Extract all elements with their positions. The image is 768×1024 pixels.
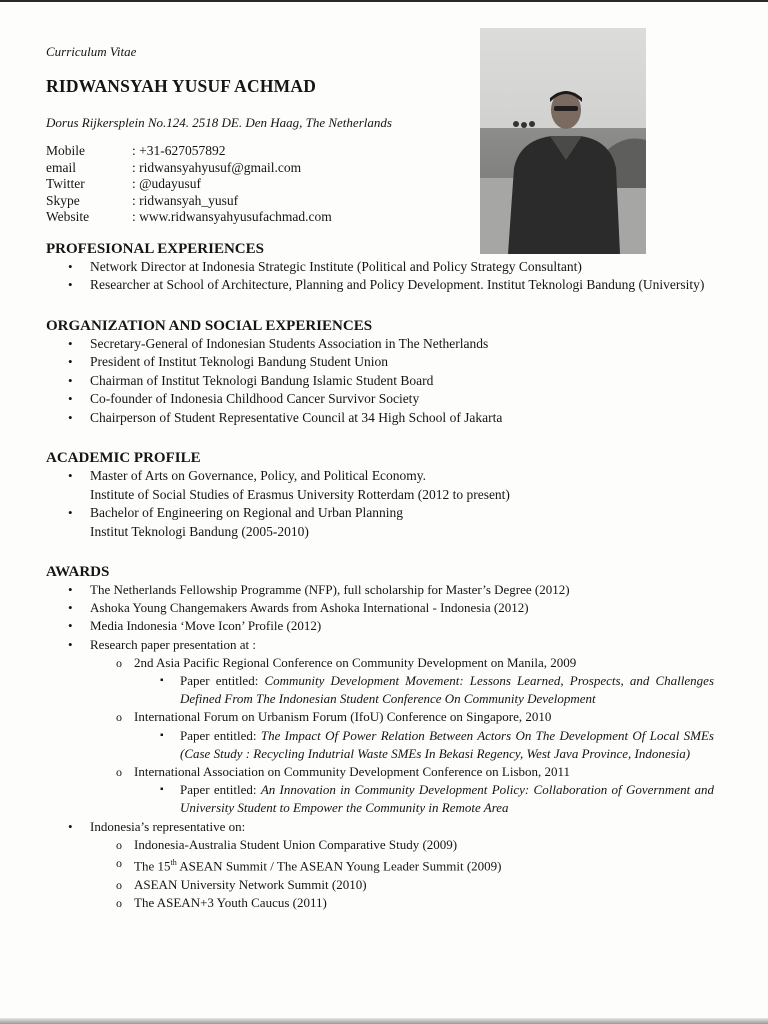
- degree-line: • Master of Arts on Governance, Policy, and Political Economy.: [90, 468, 427, 483]
- contact-value: : www.ridwansyahyusufachmad.com: [132, 209, 332, 224]
- conference-item: [90, 763, 714, 818]
- list-item: • Secretary-General of Indonesian Students Association in The Netherlands: [46, 335, 714, 354]
- list-item: • Co-founder of Indonesia Childhood Cancer Survivor Society: [46, 390, 714, 409]
- professional-list: [46, 258, 714, 295]
- contact-value: : @udayusuf: [132, 176, 202, 191]
- cv-label: Curriculum Vitae: [46, 44, 137, 59]
- cv-page: [46, 44, 714, 912]
- representative-list: [90, 836, 714, 912]
- paper-list: [134, 672, 714, 708]
- research-label: Research paper presentation at :: [90, 636, 257, 652]
- rep-text: Indonesia-Australia Student Union Comparative Study (2009): [134, 836, 458, 852]
- rep-text: The 15: [134, 858, 171, 874]
- conference-item: [90, 708, 714, 763]
- rep-text: The ASEAN+3 Youth Caucus (2011): [134, 894, 327, 910]
- representative-item: [90, 894, 714, 912]
- section-title-professional: PROFESIONAL EXPERIENCES: [46, 240, 264, 257]
- list-item: [46, 467, 714, 504]
- contact-label: Twitter: [46, 176, 85, 191]
- list-item: • Ashoka Young Changemakers Awards from Ashoka International - Indonesia (2012): [46, 599, 714, 617]
- person-name: RIDWANSYAH YUSUF ACHMAD: [46, 76, 317, 96]
- list-item: • Researcher at School of Architecture, Planning and Policy Development. Institut Teknologi Bandung (University): [46, 276, 714, 295]
- paper-item: [134, 672, 714, 708]
- section-title-awards: AWARDS: [46, 564, 110, 580]
- conference-name: International Forum on Urbanism Forum (IfoU) Conference on Singapore, 2010: [134, 709, 552, 725]
- rep-text-post: ASEAN Summit / The ASEAN Young Leader Summit (2009): [176, 858, 502, 874]
- rep-text: ASEAN University Network Summit (2010): [134, 876, 367, 892]
- conference-name: International Association on Community Development Conference on Lisbon, 2011: [134, 764, 571, 780]
- paper-title: An Innovation in Community Development Policy: Collaboration of Government and University Student to Empower the Community in Remote Area: [180, 782, 714, 816]
- contact-value: : ridwansyahyusuf@gmail.com: [132, 159, 302, 175]
- profile-photo: [480, 28, 646, 254]
- rep-sup: th: [170, 858, 177, 868]
- paper-item: [134, 781, 714, 817]
- paper-title: Community Development Movement: Lessons Learned, Prospects, and Challenges Defined From The Indonesian Student Conference On Community Development: [180, 673, 715, 707]
- paper-list: [134, 781, 714, 817]
- paper-list: [134, 727, 714, 763]
- conference-name: 2nd Asia Pacific Regional Conference on Community Development on Manila, 2009: [134, 654, 577, 670]
- paper-prefix: Paper entitled:: [180, 727, 261, 743]
- representative-item: [90, 876, 714, 894]
- paper-prefix: Paper entitled:: [180, 782, 261, 798]
- degree-line: • Bachelor of Engineering on Regional and Urban Planning: [90, 505, 404, 520]
- list-item: • Network Director at Indonesia Strategic Institute (Political and Policy Strategy Consultant): [46, 258, 714, 277]
- awards-list: [46, 581, 714, 912]
- page-top-edge: [0, 0, 768, 2]
- section-title-organization: ORGANIZATION AND SOCIAL EXPERIENCES: [46, 317, 373, 334]
- contact-value: : ridwansyah_yusuf: [132, 192, 239, 208]
- paper-title: The Impact Of Power Relation Between Actors On The Development Of Local SMEs (Case Study : Recycling Indutrial Waste SMEs In Bekasi Regency, West Java Province, Indonesia): [180, 727, 714, 761]
- representative-label: Indonesia’s representative on:: [90, 818, 246, 834]
- profile-photo-image: [480, 28, 646, 254]
- organization-list: [46, 335, 714, 428]
- list-item: • Chairman of Institut Teknologi Bandung Islamic Student Board: [46, 372, 714, 391]
- contact-label: Website: [46, 209, 90, 224]
- contact-label: email: [46, 159, 76, 175]
- contact-label: Skype: [46, 192, 80, 208]
- section-title-academic: ACADEMIC PROFILE: [46, 450, 201, 466]
- paper-item: [134, 727, 714, 763]
- conference-item: [90, 654, 714, 709]
- representative-item: [90, 854, 714, 876]
- representative-item: [90, 836, 714, 854]
- list-item: • President of Institut Teknologi Bandung Student Union: [46, 353, 714, 372]
- contact-value: : +31-627057892: [132, 143, 226, 158]
- contact-label: Mobile: [46, 143, 85, 158]
- address: Dorus Rijkersplein No.124. 2518 DE. Den Haag, The Netherlands: [46, 115, 392, 130]
- list-item: [46, 818, 714, 912]
- list-item: • Chairperson of Student Representative Council at 34 High School of Jakarta: [46, 409, 714, 428]
- list-item: • Media Indonesia ‘Move Icon’ Profile (2012): [46, 617, 714, 635]
- institution-line: Institute of Social Studies of Erasmus University Rotterdam (2012 to present): [90, 486, 510, 502]
- list-item: • The Netherlands Fellowship Programme (NFP), full scholarship for Master’s Degree (2012): [46, 581, 714, 599]
- list-item: [46, 504, 714, 541]
- academic-list: [46, 467, 714, 541]
- institution-line: Institut Teknologi Bandung (2005-2010): [90, 523, 309, 539]
- page-bottom-edge: [0, 1018, 768, 1024]
- paper-prefix: Paper entitled:: [180, 673, 265, 689]
- list-item: [46, 636, 714, 818]
- conference-list: [90, 654, 714, 818]
